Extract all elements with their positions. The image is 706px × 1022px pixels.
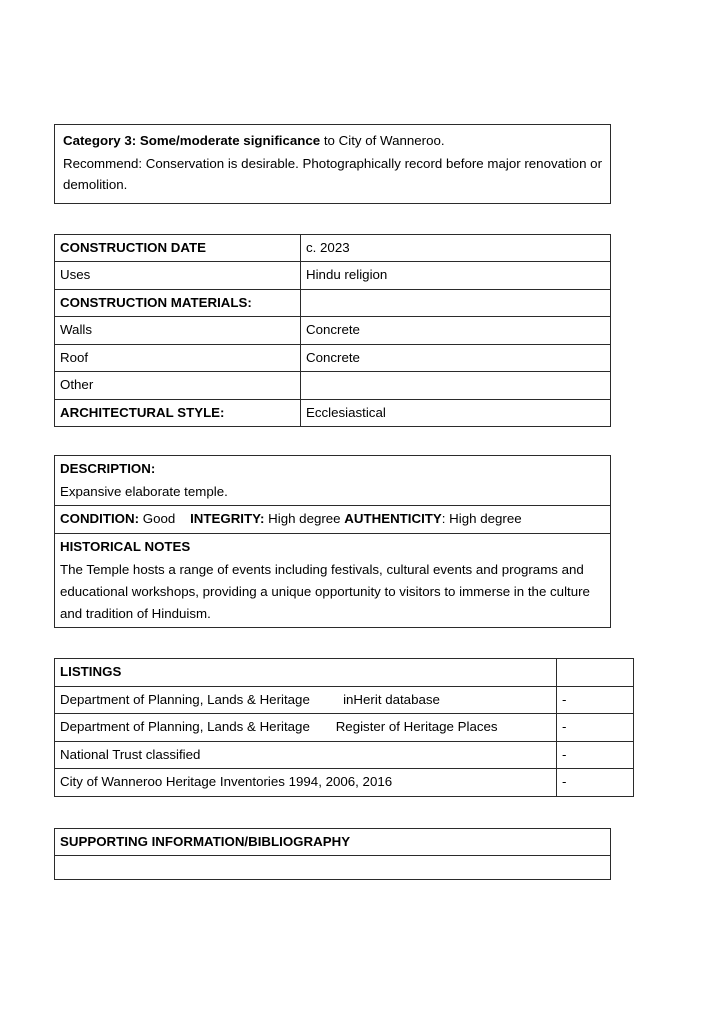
supporting-information-body <box>55 856 611 880</box>
table-row <box>55 262 611 290</box>
listings-header: LISTINGS <box>55 659 557 687</box>
table-row <box>55 769 634 797</box>
listing-entry-inherit-database <box>55 686 557 714</box>
listing-text: City of Wanneroo Heritage Inventories 1994, 2006, 2016 <box>60 774 393 790</box>
listing-mark-register-of-heritage-places: - <box>557 714 634 742</box>
historical-notes-cell <box>55 533 611 627</box>
table-row <box>55 456 611 506</box>
row-label-uses: Uses <box>55 262 301 290</box>
listing-mark-national-trust: - <box>557 741 634 769</box>
row-value-construction-date: c. 2023 <box>301 234 611 262</box>
row-label-architectural-style: ARCHITECTURAL STYLE: <box>55 399 301 427</box>
row-label-other: Other <box>55 372 301 400</box>
table-row <box>55 828 611 856</box>
table-row <box>55 125 611 204</box>
category-heading-rest: to City of Wanneroo. <box>320 133 445 148</box>
table-row <box>55 399 611 427</box>
listing-entry-national-trust <box>55 741 557 769</box>
historical-notes-body: The Temple hosts a range of events including festivals, cultural events and programs and educational workshops, providing a unique opportunity to visitors to immerse in the culture and tradition of Hinduism. <box>60 562 590 621</box>
category-recommendation: Recommend: Conservation is desirable. Photographically record before major renovation or demolition. <box>63 155 602 193</box>
row-label-construction-date: CONSTRUCTION DATE <box>55 234 301 262</box>
table-row <box>55 344 611 372</box>
category-significance-table <box>54 124 611 204</box>
table-row <box>55 372 611 400</box>
construction-details-table <box>54 234 611 428</box>
table-row <box>55 289 611 317</box>
table-row <box>55 533 611 627</box>
condition-value: Good <box>139 511 176 527</box>
listing-mark-city-inventories: - <box>557 769 634 797</box>
row-value-architectural-style: Ecclesiastical <box>301 399 611 427</box>
table-row <box>55 234 611 262</box>
row-label-walls: Walls <box>55 317 301 345</box>
listing-text: Department of Planning, Lands & Heritage inHerit database <box>60 691 440 707</box>
table-row <box>55 506 611 534</box>
authenticity-value: : High degree <box>441 511 522 527</box>
listing-text: National Trust classified <box>60 746 201 762</box>
category-heading-bold: Category 3: Some/moderate significance <box>63 133 321 148</box>
table-row <box>55 741 634 769</box>
supporting-information-table <box>54 828 611 881</box>
listing-entry-city-inventories <box>55 769 557 797</box>
condition-gap <box>175 511 190 526</box>
row-label-roof: Roof <box>55 344 301 372</box>
table-row <box>55 856 611 880</box>
authenticity-label: AUTHENTICITY <box>344 511 442 527</box>
document-page <box>54 0 611 880</box>
category-cell <box>55 125 611 204</box>
supporting-information-header: SUPPORTING INFORMATION/BIBLIOGRAPHY <box>55 828 611 856</box>
row-value-walls: Concrete <box>301 317 611 345</box>
table-row <box>55 714 634 742</box>
row-value-other <box>301 372 611 400</box>
row-value-construction-materials <box>301 289 611 317</box>
row-value-roof: Concrete <box>301 344 611 372</box>
listings-table <box>54 658 634 797</box>
description-cell <box>55 456 611 506</box>
description-body: Expansive elaborate temple. <box>60 483 228 499</box>
historical-notes-title: HISTORICAL NOTES <box>60 538 191 554</box>
integrity-label: INTEGRITY: <box>190 511 265 527</box>
table-row <box>55 317 611 345</box>
category-heading <box>63 130 602 152</box>
description-table <box>54 455 611 628</box>
table-row <box>55 659 634 687</box>
listings-header-mark <box>557 659 634 687</box>
condition-label: CONDITION: <box>60 511 140 527</box>
integrity-value: High degree <box>264 511 341 527</box>
row-label-construction-materials: CONSTRUCTION MATERIALS: <box>55 289 301 317</box>
table-row <box>55 686 634 714</box>
listing-mark-inherit-database: - <box>557 686 634 714</box>
listing-entry-register-of-heritage-places <box>55 714 557 742</box>
description-title: DESCRIPTION: <box>60 461 156 477</box>
row-value-uses: Hindu religion <box>301 262 611 290</box>
listing-text: Department of Planning, Lands & Heritage Register of Heritage Places <box>60 719 498 735</box>
condition-integrity-authenticity-cell <box>55 506 611 534</box>
